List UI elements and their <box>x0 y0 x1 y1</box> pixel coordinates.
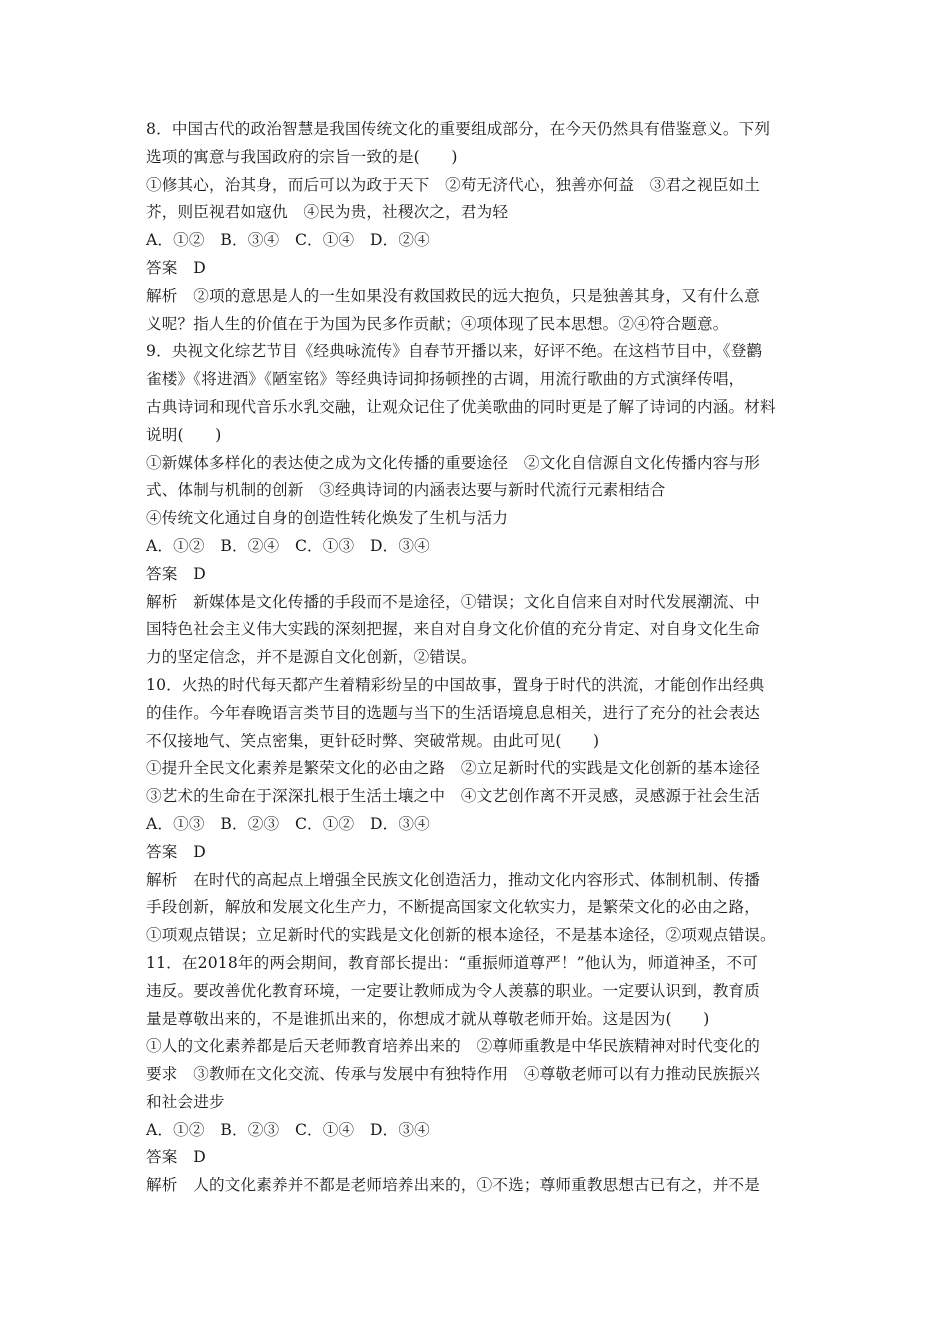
text-line: 解析 ②项的意思是人的一生如果没有救国救民的远大抱负，只是独善其身，又有什么意 <box>146 286 761 305</box>
text-line: A．①② B．②④ C．①③ D．③④ <box>146 536 430 555</box>
text-line: A．①② B．②③ C．①④ D．③④ <box>146 1120 430 1139</box>
text-line: 手段创新，解放和发展文化生产力，不断提高国家文化软实力，是繁荣文化的必由之路， <box>146 898 761 917</box>
text-line: 国特色社会主义伟大实践的深刻把握，来自对自身文化价值的充分肯定、对自身文化生命 <box>146 620 761 639</box>
text-line: A．①② B．③④ C．①④ D．②④ <box>146 231 430 250</box>
text-line: 10．火热的时代每天都产生着精彩纷呈的中国故事，置身于时代的洪流，才能创作出经典 <box>146 675 765 694</box>
text-line: 8．中国古代的政治智慧是我国传统文化的重要组成部分，在今天仍然具有借鉴意义。下列 <box>146 120 771 138</box>
text-line: 的佳作。今年春晚语言类节目的选题与当下的生活语境息息相关，进行了充分的社会表达 <box>146 703 761 722</box>
text-line: ①新媒体多样化的表达使之成为文化传播的重要途径 ②文化自信源自文化传播内容与形 <box>146 453 761 472</box>
text-line: 和社会进步 <box>146 1092 225 1111</box>
text-line: 雀楼》《将进酒》《陋室铭》等经典诗词抑扬顿挫的古调，用流行歌曲的方式演绎传唱， <box>146 370 745 389</box>
text-line: 选项的寓意与我国政府的宗旨一致的是( ) <box>146 147 458 166</box>
text-line: 要求 ③教师在文化交流、传承与发展中有独特作用 ④尊敬老师可以有力推动民族振兴 <box>146 1065 761 1084</box>
text-line: 违反。要改善优化教育环境，一定要让教师成为令人羡慕的职业。一定要认识到，教育质 <box>146 981 761 1000</box>
text-line: 11．在2018年的两会期间，教育部长提出：“重振师道尊严！”他认为，师道神圣，不可 <box>146 953 758 972</box>
text-line: 解析 人的文化素养并不都是老师培养出来的，①不选；尊师重教思想古已有之，并不是 <box>146 1176 761 1195</box>
text-line: ①提升全民文化素养是繁荣文化的必由之路 ②立足新时代的实践是文化创新的基本途径 <box>146 759 761 778</box>
text-line: 答案 D <box>146 258 206 277</box>
text-line: 答案 D <box>146 842 206 861</box>
text-line: 解析 新媒体是文化传播的手段而不是途径，①错误；文化自信来自对时代发展潮流、中 <box>146 592 761 611</box>
text-line: 不仅接地气、笑点密集，更针砭时弊、突破常规。由此可见( ) <box>146 731 600 750</box>
text-line: 答案 D <box>146 1148 206 1167</box>
text-line: ④传统文化通过自身的创造性转化焕发了生机与活力 <box>146 509 509 528</box>
text-line: A．①③ B．②③ C．①② D．③④ <box>146 814 430 833</box>
text-line: 说明( ) <box>146 425 222 444</box>
text-line: 9．央视文化综艺节目《经典咏流传》自春节开播以来，好评不绝。在这档节目中，《登鹳 <box>146 342 763 361</box>
text-line: ①项观点错误；立足新时代的实践是文化创新的根本途径，不是基本途径，②项观点错误。 <box>146 926 776 945</box>
document-body <box>146 116 810 1200</box>
text-line: 古典诗词和现代音乐水乳交融，让观众记住了优美歌曲的同时更是了解了诗词的内涵。材料 <box>146 397 776 416</box>
text-line: 解析 在时代的高起点上增强全民族文化创造活力，推动文化内容形式、体制机制、传播 <box>146 870 761 889</box>
text-line: 量是尊敬出来的，不是谁抓出来的，你想成才就从尊敬老师开始。这是因为( ) <box>146 1009 710 1028</box>
text-line: 式、体制与机制的创新 ③经典诗词的内涵表达要与新时代流行元素相结合 <box>146 481 666 500</box>
text-line: 义呢？指人生的价值在于为国为民多作贡献；④项体现了民本思想。②④符合题意。 <box>146 314 729 333</box>
text-line: ③艺术的生命在于深深扎根于生活土壤之中 ④文艺创作离不开灵感，灵感源于社会生活 <box>146 787 761 806</box>
text-line: ①修其心，治其身，而后可以为政于天下 ②苟无济代心，独善亦何益 ③君之视臣如土 <box>146 175 761 194</box>
text-line: ①人的文化素养都是后天老师教育培养出来的 ②尊师重教是中华民族精神对时代变化的 <box>146 1037 761 1056</box>
text-line: 答案 D <box>146 564 206 583</box>
text-line: 力的坚定信念，并不是源自文化创新，②错误。 <box>146 648 477 667</box>
text-line: 芥，则臣视君如寇仇 ④民为贵，社稷次之，君为轻 <box>146 203 509 222</box>
